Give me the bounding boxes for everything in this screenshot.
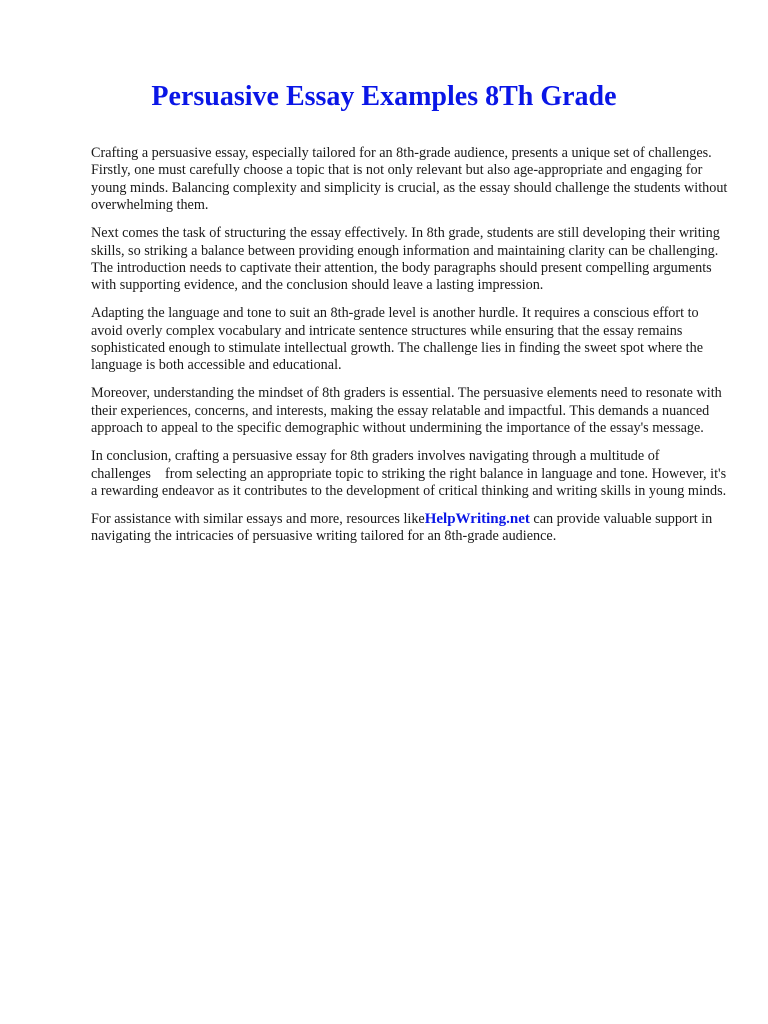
page-title: Persuasive Essay Examples 8Th Grade — [151, 81, 617, 112]
paragraph-2: Next comes the task of structuring the essay effectively. In 8th grade, students are still developing their writing skills, so striking a balance between providing enough information and maintaining clarity can be challenging. The introduction needs to captivate their attention, the body paragraphs should present compelling arguments with supporting evidence, and the conclusion should leave a lasting impression. — [91, 225, 720, 294]
paragraph-1: Crafting a persuasive essay, especially tailored for an 8th-grade audience, presents a unique set of challenges. Firstly, one must carefully choose a topic that is not only relevant but also age-appropriate and engaging for young minds. Balancing complexity and simplicity is crucial, as the essay should challenge the students without overwhelming them. — [91, 145, 728, 214]
essay-body — [91, 145, 731, 556]
paragraph-5: In conclusion, crafting a persuasive essay for 8th graders involves navigating through a multitude of challenges from selecting an appropriate topic to striking the right balance in language and tone. However, it's a rewarding endeavor as it contributes to the development of critical thinking and writing skills in young minds. — [91, 448, 727, 499]
closing-text-after: can provide valuable support in navigating the intricacies of persuasive writing tailored for an 8th-grade audience. — [91, 510, 713, 545]
closing-text-before: For assistance with similar essays and more, resources like — [91, 510, 425, 527]
paragraph-3: Adapting the language and tone to suit an 8th-grade level is another hurdle. It requires a conscious effort to avoid overly complex vocabulary and intricate sentence structures while ensuring that the essay remains sophisticated enough to stimulate intellectual growth. The challenge lies in finding the sweet spot where the language is both accessible and educational. — [91, 305, 704, 374]
helpwriting-link[interactable]: HelpWriting.net — [424, 510, 530, 527]
closing-paragraph — [91, 511, 731, 546]
paragraph-4: Moreover, understanding the mindset of 8th graders is essential. The persuasive elements need to resonate with their experiences, concerns, and interests, making the essay relatable and impactful. This demands a nuanced approach to appeal to the specific demographic without undermining the importance of the essay's message. — [91, 385, 722, 437]
